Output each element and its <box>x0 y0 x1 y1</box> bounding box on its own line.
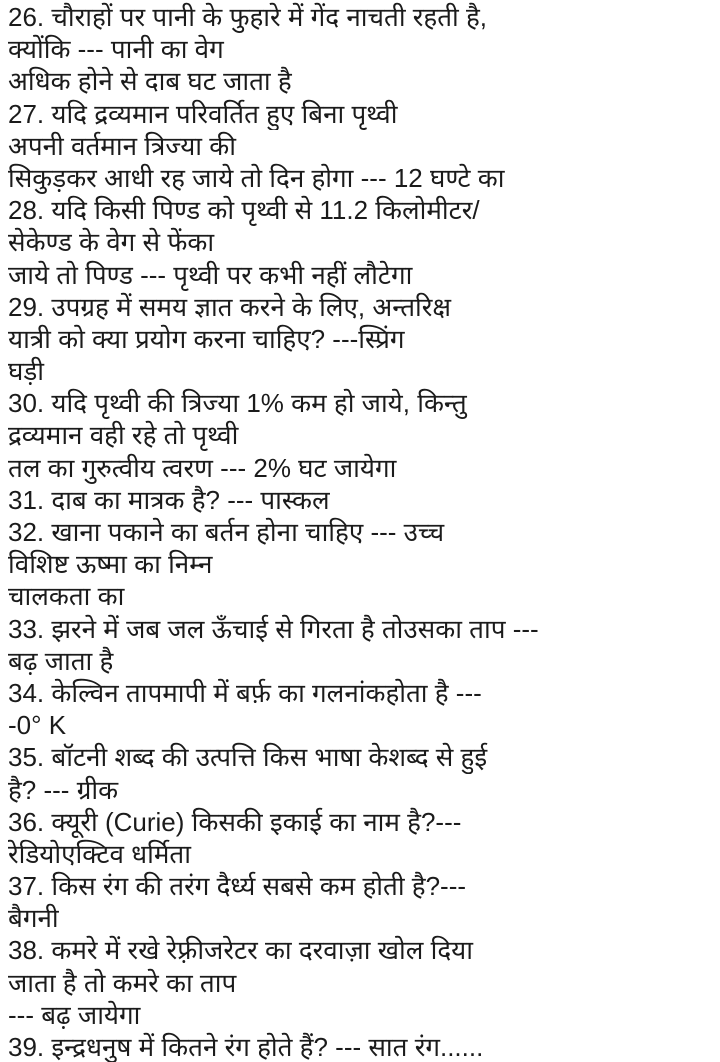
text-line: 33. झरने में जब जल ऊँचाई से गिरता है तोउसका ताप --- <box>8 613 539 644</box>
text-line: तल का गुरुत्वीय त्वरण --- 2% घट जायेगा <box>8 452 397 483</box>
text-line: चालकता का <box>8 581 125 612</box>
text-line: यात्री को क्या प्रयोग करना चाहिए? ---स्प्रिंग <box>8 323 405 354</box>
text-line: विशिष्ट ऊष्मा का निम्न <box>8 549 213 580</box>
text-line: रेडियोएक्टिव धर्मिता <box>8 838 191 869</box>
text-line: बैगनी <box>8 903 59 934</box>
text-line: है? --- ग्रीक <box>8 774 119 805</box>
text-line: 31. दाब का मात्रक है? --- पास्कल <box>8 484 330 515</box>
text-line: बढ़ जाता है <box>8 645 114 676</box>
text-line: 38. कमरे में रखे रेफ़्रीजरेटर का दरवाज़ा खोल दिया <box>8 935 473 966</box>
text-line: 27. यदि द्रव्यमान परिवर्तित हुए बिना पृथ्वी <box>8 98 398 129</box>
text-line: 32. खाना पकाने का बर्तन होना चाहिए --- उच्च <box>8 517 445 547</box>
text-line: 34. केल्विन तापमापी में बर्फ़ का गलनांकहोता है --- <box>8 677 482 708</box>
text-line: 35. बॉटनी शब्द की उत्पत्ति किस भाषा केशब्द से हुई <box>8 742 488 773</box>
text-line: अपनी वर्तमान त्रिज्या की <box>8 130 236 161</box>
text-line: सिकुड़कर आधी रह जाये तो दिन होगा --- 12 घण्टे का <box>8 162 505 193</box>
text-line: 37. किस रंग की तरंग दैर्ध्य सबसे कम होती है?--- <box>8 871 467 902</box>
text-line: 26. चौराहों पर पानी के फुहारे में गेंद नाचती रहती है, <box>8 2 488 32</box>
text-line: अधिक होने से दाब घट जाता है <box>8 66 292 97</box>
text-line: -0° K <box>8 710 67 741</box>
text-line: घड़ी <box>8 356 45 387</box>
text-line: 28. यदि किसी पिण्ड को पृथ्वी से 11.2 किलोमीटर/ <box>8 195 480 226</box>
text-line: जाये तो पिण्ड --- पृथ्वी पर कभी नहीं लौटेगा <box>8 259 413 290</box>
text-line: जाता है तो कमरे का ताप <box>8 967 237 998</box>
text-line: क्योंकि --- पानी का वेग <box>8 34 224 65</box>
text-line: --- बढ़ जायेगा <box>8 999 141 1030</box>
text-line: 29. उपग्रह में समय ज्ञात करने के लिए, अन्तरिक्ष <box>8 291 452 322</box>
text-line: 36. क्यूरी (Curie) किसकी इकाई का नाम है?--- <box>8 806 462 837</box>
text-line: द्रव्यमान वही रहे तो पृथ्वी <box>8 420 239 451</box>
text-line: 39. इन्द्रधनुष में कितने रंग होते हैं? --- सात रंग...... <box>8 1032 484 1062</box>
text-line: सेकेण्ड के वेग से फेंका <box>8 227 215 258</box>
text-line: 30. यदि पृथ्वी की त्रिज्या 1% कम हो जाये, किन्तु <box>8 388 467 419</box>
